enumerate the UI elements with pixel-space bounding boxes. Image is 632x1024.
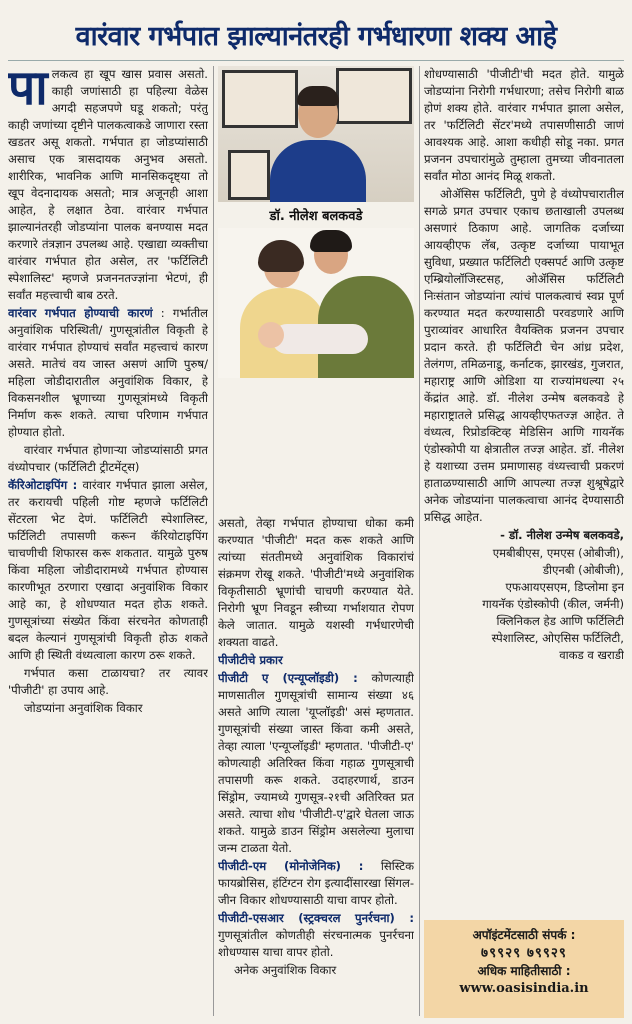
article-column-2 bbox=[218, 515, 414, 1015]
doctor-qualifications bbox=[424, 545, 624, 664]
col1-continuation: जोडप्यांना अनुवांशिक विकार bbox=[24, 701, 143, 715]
photo-caption: डॉ. नीलेश बलकवडे bbox=[269, 209, 363, 224]
certificate-frame bbox=[228, 150, 270, 200]
pgt-a-paragraph: कोणत्याही माणसातील गुणसूत्रांची सामान्य संख्या ४६ असते आणि त्याला 'यूप्लॉइडी' असं म्हणतात. गुणसूत्रांची संख्या जास्त किंवा कमी असते, तेव्हा त्याला 'एन्यूप्लॉइडी' म्हणतात. 'पीजीटी-ए' कोणत्याही अतिरिक्त किंवा गहाळ गुणसूत्राची तपासणी करू शकते. उदाहरणार्थ, डाउन सिंड्रोम, ज्यामध्ये गुणसूत्र-२१ची अतिरिक्त प्रत असते. त्याचा शोध 'पीजीटी-ए'द्वारे घेतला जाऊ शकते. यामुळे डाउन सिंड्रोम असलेल्या मुलाचा जन्म टाळता येतो. bbox=[218, 671, 414, 855]
pgt-intro: गर्भपात कसा टाळायचा? तर त्यावर 'पीजीटी' हा उपाय आहे. bbox=[8, 666, 208, 697]
subheading-pgt-a: पीजीटी ए (एन्यूप्लॉइडी) : bbox=[218, 671, 358, 685]
qualification-line: एफआयएसएम, डिप्लोमा इन bbox=[505, 580, 624, 594]
article-column-3 bbox=[424, 66, 624, 1016]
qualification-line: गायनॅक एंडोस्कोपी (कील, जर्मनी) bbox=[482, 597, 624, 611]
col2-continuation: अनेक अनुवांशिक विकार bbox=[234, 963, 337, 977]
appointment-box bbox=[424, 920, 624, 1018]
website-link[interactable]: www.oasisindia.in bbox=[459, 981, 589, 996]
conclusion-paragraph: शोधण्यासाठी 'पीजीटी'ची मदत होते. यामुळे जोडप्यांना निरोगी गर्भधारणा; तसेच निरोगी बाळ होणं शक्य होते. वारंवार गर्भपात झाला असेल, तर 'फर्टिलिटी सेंटर'मध्ये तपासणीसाठी जाणं आवश्यक आहे. आशा कधीही सोडू नका. प्रगत प्रजनन उपचारांमुळे तुम्हाला तुमच्या जीवनातला सर्वांत मोठा आनंद मिळू शकतो. bbox=[424, 67, 624, 183]
column-divider bbox=[419, 66, 420, 1016]
family-photo bbox=[218, 228, 414, 378]
headline: वारंवार गर्भपात झाल्यानंतरही गर्भधारणा शक्य आहे bbox=[8, 8, 624, 61]
qualification-line: डीएनबी (ओबीजी), bbox=[542, 563, 624, 577]
pgt-benefits-paragraph: असतो, तेव्हा गर्भपात होण्याचा धोका कमी करण्यात 'पीजीटी' मदत करू शकते आणि त्यांच्या संततीमध्ये अनुवांशिक विकारांचं संक्रमण रोखू शकते. 'पीजीटी'मध्ये अनुवांशिक विकृतीसाठी भ्रूणांची चाचणी करण्यात येते. निरोगी भ्रूण निवडून स्त्रीच्या गर्भाशयात रोपण केले जातात. यामुळे यशस्वी गर्भधारणेची शक्यता वाढते. bbox=[218, 516, 414, 649]
qualification-line: क्लिनिकल हेड आणि फर्टिलिटी bbox=[496, 614, 624, 628]
dropcap: पा bbox=[8, 66, 48, 116]
causes-paragraph: : गर्भातील अनुवांशिक परिस्थिती/ गुणसूत्रांतील विकृती हे वारंवार गर्भपात होण्याचं सर्वांत महत्त्वाचं कारण असते. मातेचं वय जास्त असणं आणि पुरुष/ महिला जोडीदारातील अनुवांशिक विकार, हे विकसनशील भ्रूणाच्या गुणसूत्रांमध्ये विकृती निर्माण करू शकते. त्याचा परिणाम गर्भपात होण्यात होतो. bbox=[8, 306, 208, 439]
karyotyping-paragraph: वारंवार गर्भपात झाला असेल, तर करायची पहिली गोष्ट म्हणजे फर्टिलिटी सेंटरला भेट देणं. फर्टिलिटी स्पेशालिस्ट, फर्टिलिटी तपासणी करून कॅरियोटाइपिंग चाचणीची शिफारस करू शकतात. यामुळे पुरुष किंवा महिला जोडीदारामध्ये गर्भपात होण्यास कारणीभूत ठरणारा एखादा अनुवांशिक विकार आहे का, हे शोधण्यात मदत होऊ शकते. गुणसूत्रांच्या संख्येत किंवा संरचनेत कोणताही बदल केल्यानं गुणसूत्रांची विकृती होऊ शकते आणि ही स्थिती वंध्यत्वाला कारण ठरू शकते. bbox=[8, 478, 208, 662]
clinic-paragraph: ओॲसिस फर्टिलिटी, पुणे हे वंध्योपचारातील सगळे प्रगत उपचार एकाच छताखाली उपलब्ध असणारं ठिकाण आहे. जागतिक दर्जाच्या आयव्हीएफ लॅब, उत्कृष्ट दर्जाच्या पायाभूत सुविधा, प्रख्यात फर्टिलिटी एक्सपर्ट आणि उत्कृष्ट एम्ब्रियोलॉजिस्टसह, ओॲसिस फर्टिलिटी निःसंतान जोडप्यांना त्यांचं पालकत्वाचं स्वप्न पूर्ण करण्यात मदत करण्यासाठी परवडणारे आणि पुराव्यांवर आधारित वैयक्तिक प्रजनन उपचार प्रदान करते. ही फर्टिलिटी चेन आंध्र प्रदेश, तेलंगण, तमिळनाडू, कर्नाटक, झारखंड, गुजरात, महाराष्ट्र आणि ओडिशा या राज्यांमधल्या २५ केंद्रांत आहे. डॉ. नीलेश उन्मेष बलकवडे हे महाराष्ट्रातले प्रसिद्ध आयव्हीएफतज्ज्ञ आहेत. ते वंध्यत्व, रिप्रोडक्टिव्ह मेडिसिन आणि गायनॅक एंडोस्कोपी या क्षेत्रातील तज्ज्ञ आहेत. डॉ. नीलेश हे यशाच्या उत्तम प्रमाणासह वंध्यत्त्वाची प्रकरणं हाताळण्यासाठी आणि आपल्या तज्ज्ञ शुश्रूषेद्वारे अनेक जोडप्यांना पालकत्वाचा आनंद देण्यासाठी प्रसिद्ध आहेत. bbox=[424, 187, 624, 524]
qualification-line: स्पेशालिस्ट, ओएसिस फर्टिलिटी, bbox=[491, 631, 624, 645]
pgt-sr-paragraph: गुणसूत्रांतील कोणतीही संरचनात्मक पुनर्रचना शोधण्यास याचा वापर होतो. bbox=[218, 928, 414, 959]
appointment-label: अपॉइंटमेंटसाठी संपर्क : bbox=[472, 928, 576, 942]
more-info-label: अधिक माहितीसाठी : bbox=[477, 964, 571, 978]
subheading-karyotyping: कॅरिओटाइपिंग : bbox=[8, 478, 78, 492]
subheading-pgt-types: पीजीटीचे प्रकार bbox=[218, 653, 283, 667]
doctor-signature: - डॉ. नीलेश उन्मेष बलकवडे, bbox=[500, 528, 624, 542]
doctor-photo bbox=[218, 66, 414, 202]
article-column-1 bbox=[8, 66, 208, 1016]
appointment-phone[interactable]: ७९९२९ ७९९२९ bbox=[481, 945, 567, 961]
subheading-pgt-m: पीजीटी-एम (मोनोजेनिक) : bbox=[218, 859, 364, 873]
subheading-causes: वारंवार गर्भपात होण्याची कारणं bbox=[8, 306, 153, 320]
qualification-line: वाकड व खराडी bbox=[559, 648, 624, 662]
subheading-pgt-sr: पीजीटी-एसआर (स्ट्रक्चरल पुनर्रचना) : bbox=[218, 911, 414, 925]
pgt-m-paragraph: सिस्टिक फायब्रोसिस, हंटिंग्टन रोग इत्यादींसारखा सिंगल-जीन विकार शोधण्यासाठी याचा वापर होतो. bbox=[218, 859, 414, 907]
doctor-figure bbox=[270, 84, 366, 202]
treatments-intro: वारंवार गर्भपात होणाऱ्या जोडप्यांसाठी प्रगत वंध्योपचार (फर्टिलिटी ट्रीटमेंट्स) bbox=[8, 443, 208, 474]
column-divider bbox=[213, 66, 214, 1016]
qualification-line: एमबीबीएस, एमएस (ओबीजी), bbox=[492, 546, 624, 560]
intro-paragraph: लकत्व हा खूप खास प्रवास असतो. काही जणांसाठी हा पहिल्या वेळेस अगदी सहजपणे घडू शकतो; परंतु काही जणांच्या दृष्टीने पालकत्वाकडे जाणारा रस्ता खडतर असू शकतो. गर्भपात हा जोडप्यांसाठी असाच एक त्रासदायक अनुभव असतो. शारीरिक, भावनिक आणि मानसिकदृष्ट्या तो खूप वेदनादायक असतो; मात्र अजूनही आशा आहेत, हे लक्षात ठेवा. वारंवार गर्भपात झाल्यानंतरही जोडप्यांना पालक बनण्यास मदत करणारे तंत्रज्ञान उपलब्ध आहे. एखाद्या व्यक्तीचा वारंवार गर्भपात होत असेल, तर 'फर्टिलिटी स्पेशालिस्ट' म्हणजे प्रजननतज्ज्ञांना भेटणं, ही सर्वांत महत्त्वाची बाब ठरते. bbox=[8, 67, 208, 302]
